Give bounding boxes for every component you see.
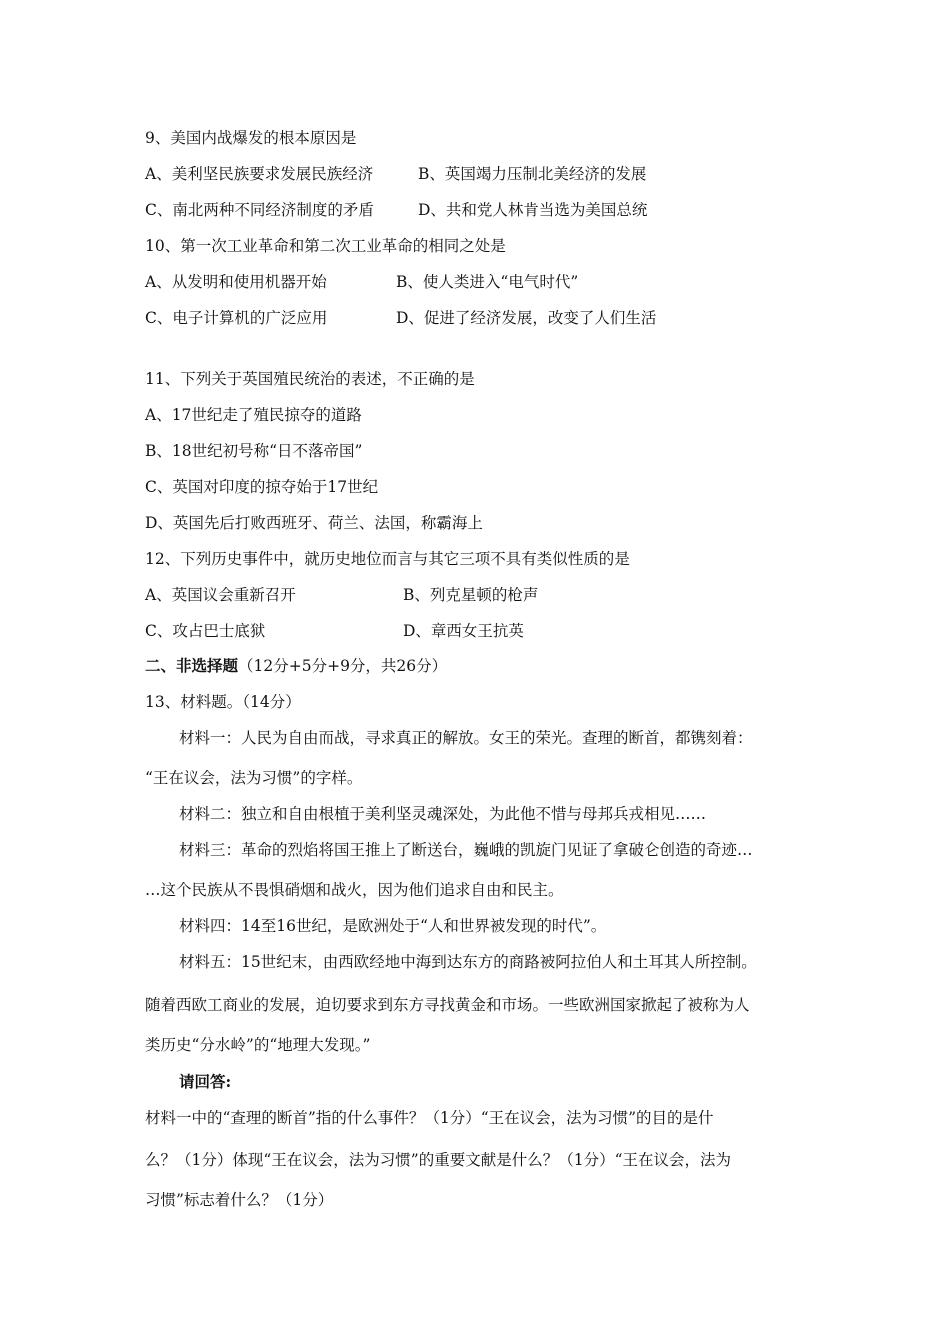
q13-material-5-line-2: 随着西欧工商业的发展，迫切要求到东方寻找黄金和市场。一些欧洲国家掀起了被称为人: [145, 996, 750, 1014]
q9-stem: 9、美国内战爆发的根本原因是: [145, 129, 357, 147]
q10-option-a: A、从发明和使用机器开始: [145, 273, 327, 291]
q11-option-c: C、英国对印度的掠夺始于17世纪: [145, 478, 379, 496]
q13-answer-prompt: 请回答:: [179, 1072, 232, 1091]
q13-material-2: 材料二：独立和自由根植于美利坚灵魂深处，为此他不惜与母邦兵戎相见……: [179, 805, 707, 823]
section-2-score: （12分+5分+9分，共26分）: [238, 657, 448, 675]
q12-option-b: B、列克星顿的枪声: [403, 586, 539, 604]
q13-stem: 13、材料题。（14分）: [145, 693, 301, 711]
q11-stem: 11、下列关于英国殖民统治的表述，不正确的是: [145, 370, 475, 388]
q9-option-a: A、美利坚民族要求发展民族经济: [145, 165, 374, 183]
q10-option-b: B、使人类进入“电气时代”: [396, 273, 579, 291]
section-2-title: 二、非选择题: [145, 656, 239, 675]
q13-material-1-line-1: 材料一：人民为自由而战，寻求真正的解放。女王的荣光。查理的断首，都镌刻着：: [179, 729, 753, 747]
q13-material-4: 材料四：14至16世纪，是欧洲处于“人和世界被发现的时代”。: [179, 917, 607, 935]
q13-subquestion-line-2: 么？（1分）体现“王在议会，法为习惯”的重要文献是什么？（1分）“王在议会，法为: [145, 1151, 731, 1169]
q10-stem: 10、第一次工业革命和第二次工业革命的相同之处是: [145, 237, 506, 255]
q12-option-d: D、章西女王抗英: [403, 622, 524, 640]
q11-option-d: D、英国先后打败西班牙、荷兰、法国，称霸海上: [145, 514, 483, 532]
q10-option-c: C、电子计算机的广泛应用: [145, 309, 328, 327]
q11-option-a: A、17世纪走了殖民掠夺的道路: [145, 406, 362, 424]
q12-option-c: C、攻占巴士底狱: [145, 622, 266, 640]
q10-option-d: D、促进了经济发展，改变了人们生活: [396, 309, 657, 327]
q13-subquestion-line-1: 材料一中的“查理的断首”指的什么事件？（1分）“王在议会，法为习惯”的目的是什: [145, 1109, 714, 1127]
q13-material-1-line-2: “王在议会，法为习惯”的字样。: [145, 769, 363, 787]
q13-material-5-line-3: 类历史“分水岭”的“地理大发现。”: [145, 1036, 371, 1054]
q13-subquestion-line-3: 习惯”标志着什么？（1分）: [145, 1191, 334, 1209]
q12-stem: 12、下列历史事件中，就历史地位而言与其它三项不具有类似性质的是: [145, 550, 630, 568]
q12-option-a: A、英国议会重新召开: [145, 586, 296, 604]
q9-option-b: B、英国竭力压制北美经济的发展: [418, 165, 647, 183]
q9-option-d: D、共和党人林肯当选为美国总统: [418, 201, 648, 219]
q11-option-b: B、18世纪初号称“日不落帝国”: [145, 442, 363, 460]
q13-material-5-line-1: 材料五：15世纪末，由西欧经地中海到达东方的商路被阿拉伯人和土耳其人所控制。: [179, 953, 757, 971]
q13-material-3-line-1: 材料三：革命的烈焰将国王推上了断送台，巍峨的凯旋门见证了拿破仑创造的奇迹…: [179, 841, 753, 859]
q9-option-c: C、南北两种不同经济制度的矛盾: [145, 201, 374, 219]
section-2-heading: [145, 656, 447, 676]
q13-material-3-line-2: …这个民族从不畏惧硝烟和战火，因为他们追求自由和民主。: [145, 881, 564, 899]
